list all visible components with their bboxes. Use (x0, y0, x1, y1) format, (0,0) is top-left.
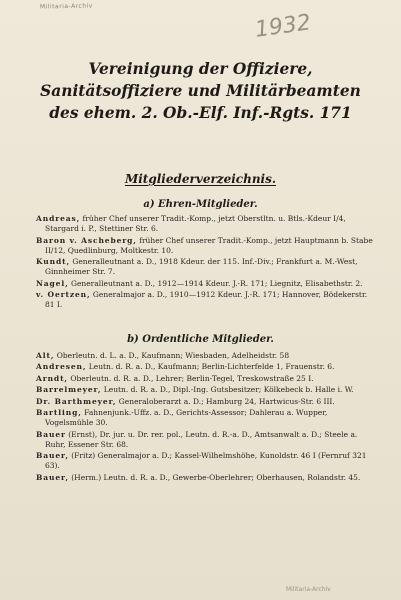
member-entry (36, 473, 378, 483)
member-details: Leutn. d. R. a. D., Dipl.-Ing. Gutsbesitzer; Kölkebeck b. Halle i. W. (101, 385, 354, 395)
member-details: (Fritz) Generalmajor a. D.; Kassel-Wilhelmshöhe, Kunoldstr. 46 I (Fernruf 321 63). (45, 451, 367, 471)
honorary-members-list (36, 214, 378, 312)
ordinary-members-title: b) Ordentliche Mitglieder. (127, 334, 274, 345)
member-details: Generalmajor a. D., 1910—1912 Kdeur. J.-R. 171; Hannover, Bödekerstr. 81 I. (45, 290, 368, 310)
member-name: Dr. Barthmeyer, (36, 396, 117, 406)
member-name: v. Oertzen, (36, 290, 91, 300)
member-entry (36, 430, 378, 450)
member-name: Bauer, (36, 472, 69, 482)
member-entry (36, 385, 378, 395)
member-name: Bauer (36, 429, 66, 439)
member-entry (36, 408, 378, 428)
member-name: Baron v. Ascheberg, (36, 235, 137, 245)
member-entry (36, 451, 378, 471)
archive-watermark: Militaria-Archiv (286, 586, 331, 593)
member-details: Oberleutn. d. L. a. D., Kaufmann; Wiesbaden, Adelheidstr. 58 (54, 351, 290, 360)
ordinary-members-list (36, 351, 378, 484)
member-details: Generaloberarzt a. D.; Hamburg 24, Hartwicus-Str. 6 III. (116, 396, 335, 406)
member-name: Alt, (36, 351, 55, 360)
member-entry (36, 374, 378, 384)
member-details: Fahnenjunk.-Uffz. a. D., Gerichts-Assessor; Dahlerau a. Wupper, Vogelsmühle 30. (45, 407, 328, 428)
archive-stamp: Militaria-Archiv (39, 2, 93, 11)
member-name: Barrelmeyer, (36, 385, 102, 395)
member-details: (Ernst), Dr. jur. u. Dr. rer. pol., Leutn. d. R.-a. D., Amtsanwalt a. D.; Steele a. Ruhr, Essener Str. 68. (45, 429, 358, 449)
member-details: Generalleutnant a. D., 1912—1914 Kdeur. J.-R. 171; Liegnitz, Elisabethstr. 2. (68, 278, 363, 288)
member-details: früher Chef unserer Tradit.-Komp., jetzt Hauptmann b. Stabe II/12, Quedlinburg, Moltkestr. 10. (45, 235, 373, 255)
member-entry (36, 351, 378, 361)
member-entry (36, 362, 378, 372)
member-entry (36, 214, 378, 234)
member-name: Kundt, (36, 257, 70, 267)
member-entry (36, 257, 378, 277)
member-name: Andreas, (36, 214, 81, 223)
handwritten-year: 1932 (253, 10, 313, 43)
honorary-members-title: a) Ehren-Mitglieder. (143, 199, 258, 210)
member-name: Andresen, (36, 362, 87, 372)
member-name: Bauer, (36, 451, 69, 461)
member-name: Nagel, (36, 278, 69, 288)
member-details: (Herm.) Leutn. d. R. a. D., Gewerbe-Oberlehrer; Oberhausen, Rolandstr. 45. (68, 472, 361, 482)
member-details: Generalleutnant a. D., 1918 Kdeur. der 115. Inf.-Div.; Frankfurt a. M.-West, Ginnheimer Str. 7. (45, 257, 358, 277)
member-name: Arndt, (36, 373, 68, 383)
member-directory-title: Mitgliederverzeichnis. (124, 172, 277, 186)
member-entry (36, 279, 378, 289)
member-details: Oberleutn. d. R. a. D., Lehrer; Berlin-Tegel, Treskowstraße 25 I. (67, 373, 314, 383)
member-entry (36, 236, 378, 256)
member-details: früher Chef unserer Tradit.-Komp., jetzt Oberstltn. u. Btls.-Kdeur I/4, Stargard i. P., Stettiner Str. 6. (45, 214, 346, 234)
header-line-1: Vereinigung der Offiziere, (88, 60, 313, 78)
member-details: Leutn. d. R. a. D., Kaufmann; Berlin-Lichterfelde 1, Frauenstr. 6. (86, 362, 335, 372)
header-line-2: Sanitätsoffiziere und Militärbeamten (40, 82, 361, 100)
association-header (10, 58, 391, 124)
header-line-3: des ehem. 2. Ob.-Elf. Inf.-Rgts. 171 (49, 104, 352, 122)
member-entry (36, 397, 378, 407)
member-name: Bartling, (36, 407, 82, 417)
member-entry (36, 290, 378, 310)
